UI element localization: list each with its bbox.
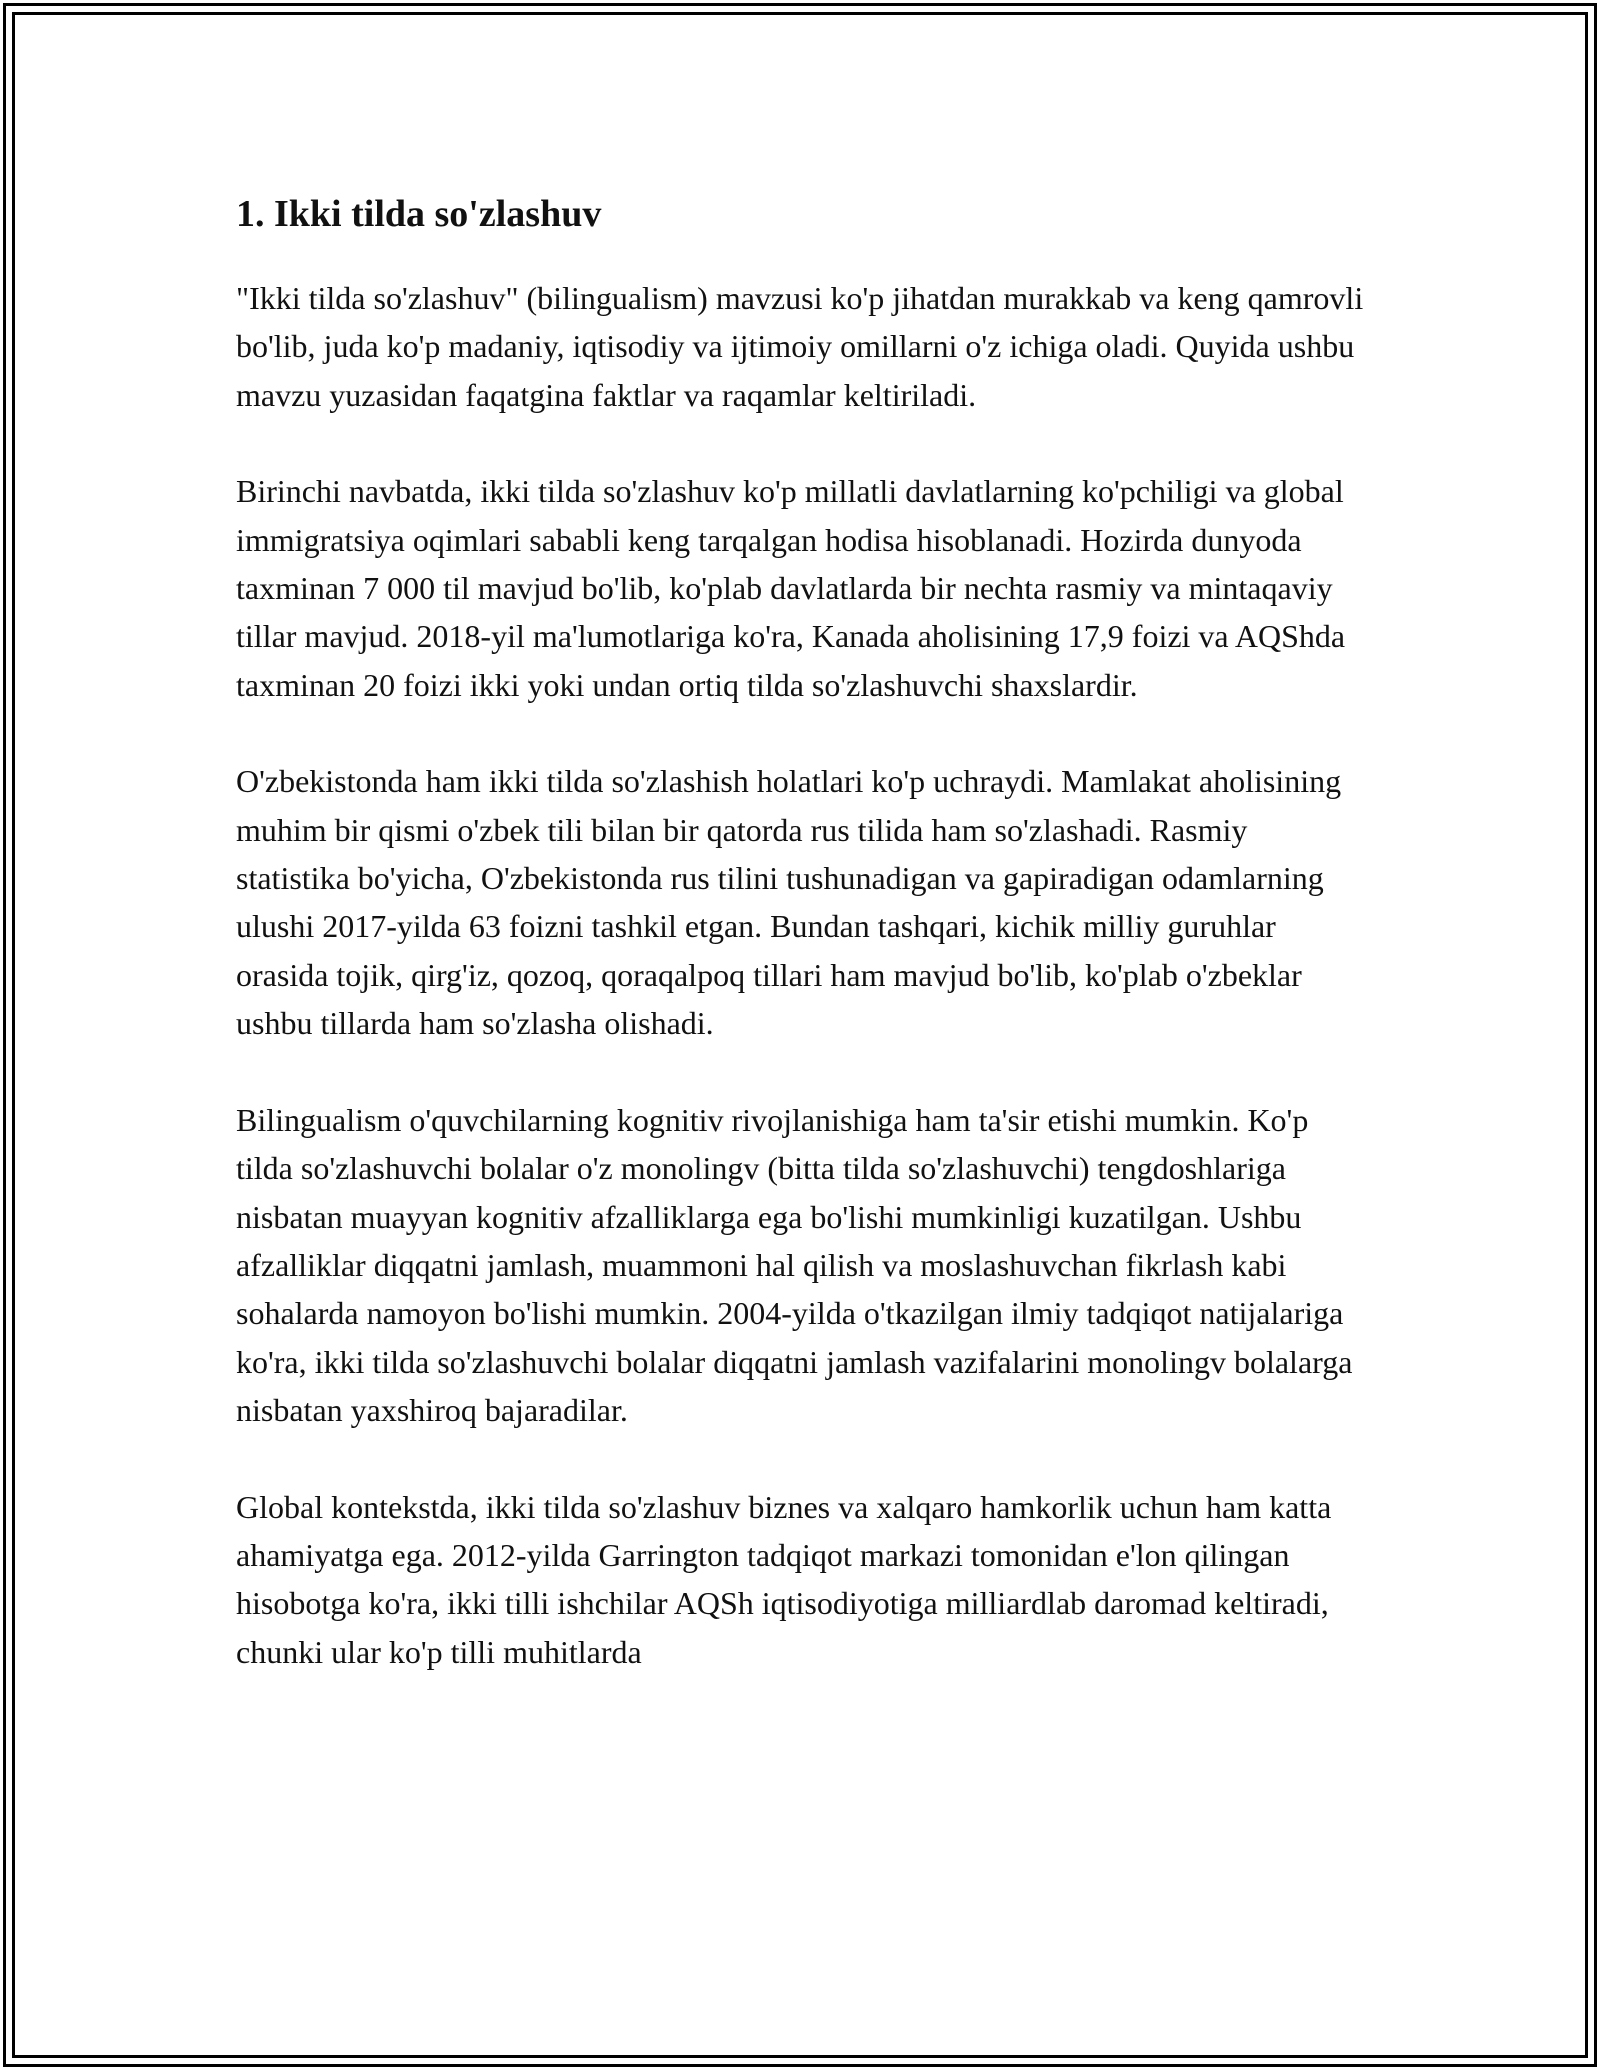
paragraph-global-prevalence: Birinchi navbatda, ikki tilda so'zlashuv ko'p millatli davlatlarning ko'pchiligi va global immigratsiya oqimlari sababli keng tarqalgan hodisa hisoblanadi. Hozirda dunyoda taxminan 7 000 til mavjud bo'lib, ko'plab davlatlarda bir nechta rasmiy va mintaqaviy tillar mavjud. 2018-yil ma'lumotlariga ko'ra, Kanada aholisining 17,9 foizi va AQShda taxminan 20 foizi ikki yoki undan ortiq tilda so'zlashuvchi shaxslardir.	[236, 473, 1346, 703]
paragraph-business: Global kontekstda, ikki tilda so'zlashuv biznes va xalqaro hamkorlik uchun ham katta ahamiyatga ega. 2012-yilda Garrington tadqiqot markazi tomonidan e'lon qilingan hisobotga ko'ra, ikki tilli ishchilar AQSh iqtisodiyotiga milliardlab daromad keltiradi, chunki ular ko'p tilli muhitlarda	[236, 1488, 1332, 1670]
section-heading: 1. Ikki tilda so'zlashuv	[236, 193, 602, 235]
paragraph-uzbekistan: O'zbekistonda ham ikki tilda so'zlashish holatlari ko'p uchraydi. Mamlakat aholisining muhim bir qismi o'zbek tili bilan bir qatorda rus tilida ham so'zlashadi. Rasmiy statistika bo'yicha, O'zbekistonda rus tilini tushunadigan va gapiradigan odamlarning ulushi 2017-yilda 63 foizni tashkil etgan. Bundan tashqari, kichik milliy guruhlar orasida tojik, qirg'iz, qozoq, qoraqalpoq tillari ham mavjud bo'lib, ko'plab o'zbeklar ushbu tillarda ham so'zlasha olishadi.	[236, 763, 1342, 1042]
paragraph-cognitive: Bilingualism o'quvchilarning kognitiv rivojlanishiga ham ta'sir etishi mumkin. Ko'p tilda so'zlashuvchi bolalar o'z monolingv (bitta tilda so'zlashuvchi) tengdoshlariga nisbatan muayyan kognitiv afzalliklarga ega bo'lishi mumkinligi kuzatilgan. Ushbu afzalliklar diqqatni jamlash, muammoni hal qilish va moslashuvchan fikrlash kabi sohalarda namoyon bo'lishi mumkin. 2004-yilda o'tkazilgan ilmiy tadqiqot natijalariga ko'ra, ikki tilda so'zlashuvchi bolalar diqqatni jamlash vazifalarini monolingv bolalarga nisbatan yaxshiroq bajaradilar.	[236, 1101, 1353, 1429]
document-body	[236, 186, 1366, 1724]
paragraph-intro: "Ikki tilda so'zlashuv" (bilingualism) mavzusi ko'p jihatdan murakkab va keng qamrovli bo'lib, juda ko'p madaniy, iqtisodiy va ijtimoiy omillarni o'z ichiga oladi. Quyida ushbu mavzu yuzasidan faqatgina faktlar va raqamlar keltiriladi.	[236, 280, 1364, 413]
